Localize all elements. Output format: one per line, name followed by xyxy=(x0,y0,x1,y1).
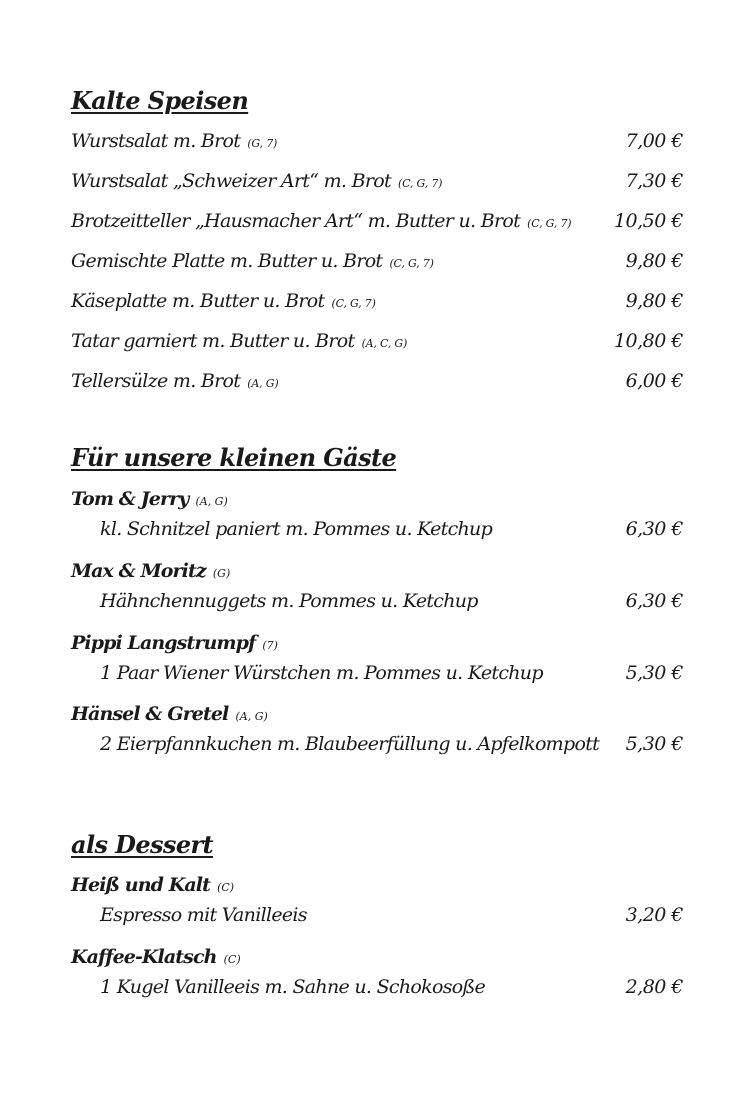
item-price: 10,50 € xyxy=(613,210,683,232)
menu-item xyxy=(100,904,683,934)
dessert-dish-title xyxy=(71,946,241,972)
kids-dish-title xyxy=(71,632,278,658)
dessert-dish-title xyxy=(71,874,234,900)
item-description: 2 Eierpfannkuchen m. Blaubeerfüllung u. Apfelkompott xyxy=(100,733,600,755)
menu-item xyxy=(100,733,683,763)
item-price: 3,20 € xyxy=(625,904,683,926)
item-description: 1 Paar Wiener Würstchen m. Pommes u. Ketchup xyxy=(100,662,543,684)
item-allergens: (C, G, 7) xyxy=(389,257,434,270)
menu-item xyxy=(100,662,683,692)
kids-dish-title xyxy=(71,488,228,514)
kids-dish-title xyxy=(71,703,268,729)
dish-title: Hänsel & Gretel xyxy=(71,703,229,725)
dish-title: Max & Moritz xyxy=(71,560,206,582)
dish-title: Tom & Jerry xyxy=(71,488,189,510)
item-price: 6,00 € xyxy=(625,370,683,392)
item-allergens: (7) xyxy=(262,639,278,652)
menu-item xyxy=(71,330,683,360)
item-price: 10,80 € xyxy=(613,330,683,352)
item-description: 1 Kugel Vanilleeis m. Sahne u. Schokosoße xyxy=(100,976,486,998)
item-name: Tatar garniert m. Butter u. Brot xyxy=(71,330,355,352)
item-price: 5,30 € xyxy=(625,662,683,684)
item-allergens: (C, G, 7) xyxy=(398,177,443,190)
menu-item xyxy=(100,518,683,548)
section-title-dessert: als Dessert xyxy=(71,830,214,859)
item-description: Espresso mit Vanilleeis xyxy=(100,904,307,926)
item-price: 6,30 € xyxy=(625,590,683,612)
item-allergens: (C, G, 7) xyxy=(527,217,572,230)
item-name: Tellersülze m. Brot xyxy=(71,370,241,392)
item-price: 2,80 € xyxy=(625,976,683,998)
item-allergens: (A, G) xyxy=(235,710,268,723)
dish-title: Heiß und Kalt xyxy=(71,874,210,896)
item-allergens: (C, G, 7) xyxy=(331,297,376,310)
dish-title: Kaffee-Klatsch xyxy=(71,946,217,968)
menu-item xyxy=(71,130,683,160)
menu-item xyxy=(100,976,683,1006)
item-name: Brotzeitteller „Hausmacher Art“ m. Butter u. Brot xyxy=(71,210,521,232)
item-price: 9,80 € xyxy=(625,290,683,312)
menu-item xyxy=(71,170,683,200)
item-price: 7,00 € xyxy=(625,130,683,152)
section-title-kalte-speisen: Kalte Speisen xyxy=(71,86,249,115)
item-allergens: (A, C, G) xyxy=(361,337,408,350)
item-price: 5,30 € xyxy=(625,733,683,755)
item-description: Hähnchennuggets m. Pommes u. Ketchup xyxy=(100,590,478,612)
item-name: Wurstsalat „Schweizer Art“ m. Brot xyxy=(71,170,391,192)
item-allergens: (C) xyxy=(217,881,235,894)
menu-item xyxy=(71,290,683,320)
item-allergens: (A, G) xyxy=(195,495,228,508)
item-price: 7,30 € xyxy=(625,170,683,192)
item-name: Käseplatte m. Butter u. Brot xyxy=(71,290,325,312)
menu-item xyxy=(71,210,683,240)
item-allergens: (G, 7) xyxy=(247,137,278,150)
menu-item xyxy=(71,250,683,280)
item-name: Gemischte Platte m. Butter u. Brot xyxy=(71,250,383,272)
item-description: kl. Schnitzel paniert m. Pommes u. Ketchup xyxy=(100,518,493,540)
kids-dish-title xyxy=(71,560,230,586)
item-name: Wurstsalat m. Brot xyxy=(71,130,241,152)
section-title-kleine-gaeste: Für unsere kleinen Gäste xyxy=(71,443,397,472)
menu-item xyxy=(71,370,683,400)
menu-item xyxy=(100,590,683,620)
item-allergens: (G) xyxy=(212,567,231,580)
item-price: 6,30 € xyxy=(625,518,683,540)
dish-title: Pippi Langstrumpf xyxy=(71,632,256,654)
item-allergens: (C) xyxy=(223,953,241,966)
item-price: 9,80 € xyxy=(625,250,683,272)
item-allergens: (A, G) xyxy=(247,377,279,390)
